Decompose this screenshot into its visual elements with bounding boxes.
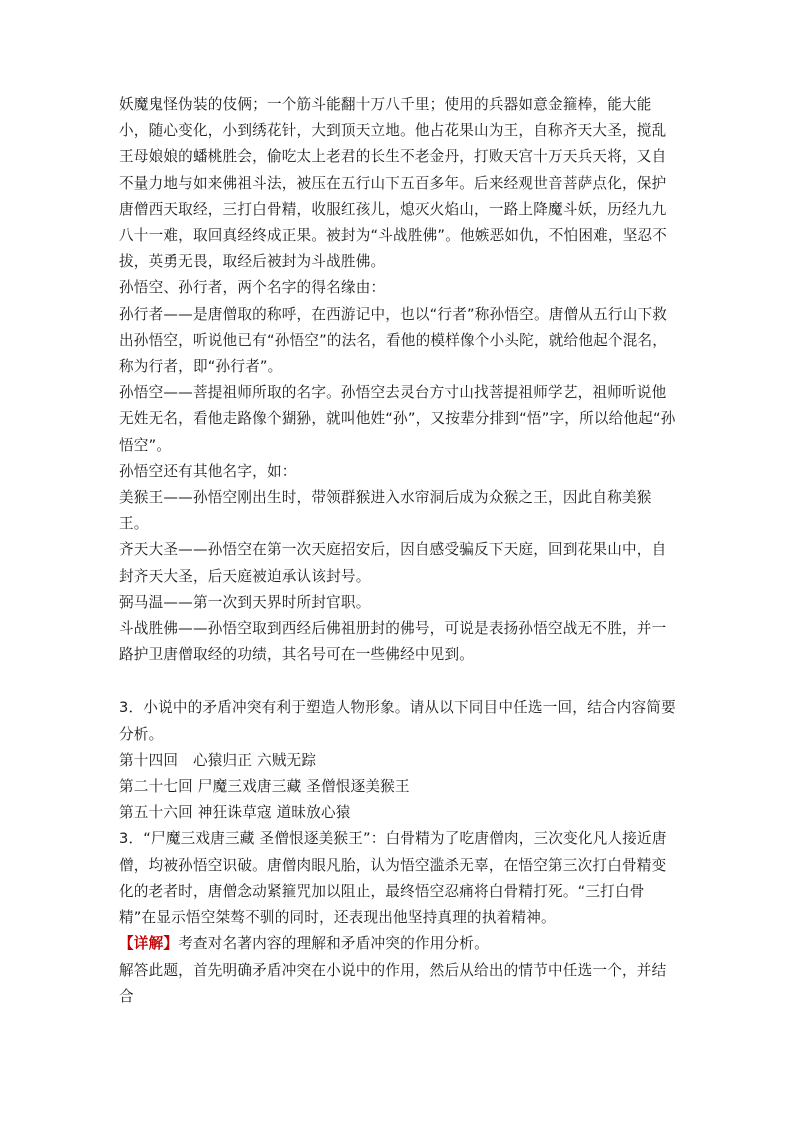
detail-text: 考查对名著内容的理解和矛盾冲突的作用分析。	[178, 935, 489, 953]
paragraph-dou-zhan-sheng-fo: 斗战胜佛——孙悟空取到西经后佛祖册封的佛号，可说是表扬孙悟空战无不胜，并一路护卫唐僧取经的功绩，其名号可在一些佛经中见到。	[119, 620, 667, 664]
paragraph-mei-hou-wang: 美猴王——孙悟空刚出生时，带领群猴进入水帘洞后成为众猴之王，因此自称美猴王。	[119, 489, 652, 533]
answer-3: 3．“尸魔三戏唐三藏 圣僧恨逐美猴王”：白骨精为了吃唐僧肉，三次变化凡人接近唐僧，均被孙悟空识破。唐僧肉眼凡胎，认为悟空滥杀无辜，在悟空第三次打白骨精变化的老者时，唐僧念动紧箍咒加以阻止，最终悟空忍痛将白骨精打死。“三打白骨精”在显示悟空桀骜不驯的同时，还表现出他坚持真理的执着精神。	[119, 830, 667, 927]
document-body	[119, 92, 679, 1010]
paragraph-other-names-heading: 孙悟空还有其他名字，如：	[119, 462, 297, 480]
chapter-option-27: 第二十七回 尸魔三戏唐三藏 圣僧恨逐美猴王	[119, 778, 410, 796]
paragraph-bi-ma-wen: 弼马温——第一次到天界时所封官职。	[119, 593, 371, 611]
paragraph-sun-wukong-name: 孙悟空——菩提祖师所取的名字。孙悟空去灵台方寸山找菩提祖师学艺，祖师听说他无姓无名，看他走路像个猢狲，就叫他姓“孙”，又按辈分排到“悟”字，所以给他起“孙悟空”。	[119, 384, 676, 454]
detail-paragraph	[119, 931, 679, 957]
paragraph-name-origin-heading: 孙悟空、孙行者，两个名字的得名缘由：	[119, 279, 386, 297]
section-gap	[119, 668, 679, 695]
paragraph-sun-wukong-intro: 妖魔鬼怪伪装的伎俩；一个筋斗能翻十万八千里；使用的兵器如意金箍棒，能大能小，随心变化，小到绣花针，大到顶天立地。他占花果山为王，自称齐天大圣，搅乱王母娘娘的蟠桃胜会，偷吃太上老君的长生不老金丹，打败天宫十万天兵天将，又自不量力地与如来佛祖斗法，被压在五行山下五百多年。后来经观世音菩萨点化，保护唐僧西天取经，三打白骨精，收服红孩儿，熄灭火焰山，一路上降魔斗妖，历经九九八十一难，取回真经终成正果。被封为“斗战胜佛”。他嫉恶如仇，不怕困难，坚忍不拔，英勇无畏，取经后被封为斗战胜佛。	[119, 96, 668, 271]
paragraph-qi-tian-da-sheng: 齐天大圣——孙悟空在第一次天庭招安后，因自感受骗反下天庭，回到花果山中，自封齐天大圣，后天庭被迫承认该封号。	[119, 541, 667, 585]
detail-tag: 【详解】	[119, 935, 179, 953]
paragraph-sun-xingzhe: 孙行者——是唐僧取的称呼，在西游记中，也以“行者”称孙悟空。唐僧从五行山下救出孙悟空，听说他已有“孙悟空”的法名，看他的模样像个小头陀，就给他起个混名，称为行者，即“孙行者”。	[119, 305, 668, 376]
question-3: 3．小说中的矛盾冲突有利于塑造人物形象。请从以下同目中任选一回，结合内容简要分析。	[119, 699, 676, 743]
chapter-option-56: 第五十六回 神狂诛草寇 道昧放心猿	[119, 804, 351, 822]
analysis-paragraph: 解答此题，首先明确矛盾冲突在小说中的作用，然后从给出的情节中任选一个，并结合	[119, 961, 667, 1005]
chapter-option-14: 第十四回 心猿归正 六贼无踪	[119, 751, 317, 769]
